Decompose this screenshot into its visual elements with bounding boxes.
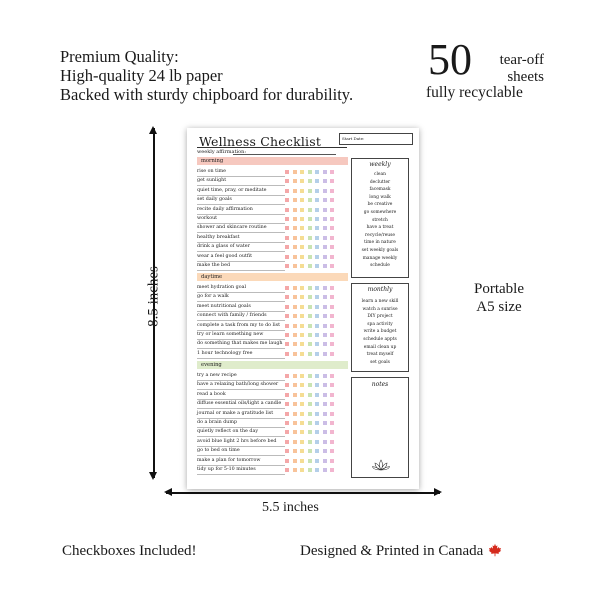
feature-line-3: Backed with sturdy chipboard for durability. [60, 85, 354, 104]
habit-checkbox[interactable] [308, 189, 312, 193]
habit-checkbox[interactable] [315, 421, 319, 425]
weekly-list [352, 171, 408, 270]
habit-checkbox[interactable] [300, 374, 304, 378]
habit-checkbox[interactable] [323, 189, 327, 193]
habit-checkbox[interactable] [330, 468, 334, 472]
tear-off-label [486, 52, 544, 86]
habit-checkbox[interactable] [323, 393, 327, 397]
monthly-item: learn a new skill [361, 299, 399, 304]
monthly-item: watch a sunrise [362, 306, 398, 312]
habit-checkbox[interactable] [323, 170, 327, 174]
habit-checkbox[interactable] [293, 217, 297, 221]
habit-checkbox[interactable] [323, 412, 327, 416]
habit-checkbox[interactable] [285, 402, 289, 406]
habit-checkbox[interactable] [285, 255, 289, 259]
habit-checkbox[interactable] [293, 286, 297, 290]
habit-checkbox[interactable] [300, 352, 304, 356]
section-morning: morning [197, 157, 348, 165]
habit-checkbox[interactable] [308, 412, 312, 416]
habit-item: get sunlight [197, 178, 227, 184]
made-in-canada-label [300, 543, 502, 560]
habit-item: go to bed on time [197, 448, 240, 454]
habit-checkbox[interactable] [323, 245, 327, 249]
habit-item: journal or make a gratitude list [197, 410, 274, 416]
habit-checkbox[interactable] [293, 295, 297, 299]
habit-checkbox[interactable] [285, 449, 289, 453]
habit-checkbox[interactable] [315, 189, 319, 193]
habit-checkbox[interactable] [285, 198, 289, 202]
habit-checkbox[interactable] [315, 226, 319, 230]
portable-line-1: Portable [474, 281, 524, 297]
habit-checkbox[interactable] [300, 412, 304, 416]
habit-checkbox[interactable] [315, 468, 319, 472]
habit-checkbox[interactable] [293, 421, 297, 425]
weekly-box [351, 158, 409, 278]
habit-checkbox[interactable] [285, 459, 289, 463]
monthly-list [352, 298, 408, 366]
habit-checkbox[interactable] [293, 245, 297, 249]
habit-checkbox[interactable] [308, 170, 312, 174]
affirmation-label: weekly affirmation: [197, 149, 247, 155]
habit-checkbox[interactable] [293, 324, 297, 328]
habit-checkbox[interactable] [293, 402, 297, 406]
weekly-item: time in nature [364, 240, 396, 246]
habit-checkbox[interactable] [293, 430, 297, 434]
habit-checkbox[interactable] [323, 208, 327, 212]
habit-checkbox[interactable] [308, 198, 312, 202]
habit-checkbox[interactable] [315, 170, 319, 174]
habit-checkbox[interactable] [285, 314, 289, 318]
habit-checkbox[interactable] [330, 333, 334, 337]
habit-checkbox[interactable] [293, 352, 297, 356]
habit-item: do a brain dump [197, 420, 238, 425]
habit-checkbox[interactable] [300, 333, 304, 337]
habit-checkbox[interactable] [323, 333, 327, 337]
weekly-item: schedule [370, 263, 390, 269]
habit-checkbox[interactable] [293, 333, 297, 337]
habit-checkbox[interactable] [285, 342, 289, 346]
habit-item: drink a glass of water [197, 244, 250, 250]
habit-checkbox[interactable] [300, 440, 304, 444]
habit-checkbox[interactable] [308, 468, 312, 472]
habit-checkbox[interactable] [308, 245, 312, 249]
habit-checkbox[interactable] [315, 402, 319, 406]
habit-checkbox[interactable] [330, 245, 334, 249]
notes-box [351, 377, 409, 478]
habit-checkbox[interactable] [315, 430, 319, 434]
habit-checkbox[interactable] [293, 236, 297, 240]
habit-checkbox[interactable] [330, 430, 334, 434]
habit-checkbox[interactable] [293, 468, 297, 472]
habit-checkbox[interactable] [293, 393, 297, 397]
habit-checkbox[interactable] [323, 217, 327, 221]
weekly-title: weekly [369, 161, 391, 168]
habit-checkbox[interactable] [285, 393, 289, 397]
habit-checkbox[interactable] [315, 295, 319, 299]
habit-item: have a relaxing bath/long shower [197, 382, 279, 388]
habit-checkbox[interactable] [285, 264, 289, 268]
habit-checkbox[interactable] [293, 449, 297, 453]
habit-checkbox[interactable] [308, 286, 312, 290]
habit-checkbox[interactable] [300, 217, 304, 221]
habit-checkbox[interactable] [300, 198, 304, 202]
habit-item: workout [197, 216, 218, 221]
habit-checkbox[interactable] [300, 468, 304, 472]
monthly-title: monthly [367, 286, 393, 293]
habit-checkbox[interactable] [300, 208, 304, 212]
habit-checkbox[interactable] [285, 430, 289, 434]
habit-checkbox[interactable] [330, 374, 334, 378]
habit-checkbox[interactable] [323, 314, 327, 318]
habit-item: wear a feel good outfit [197, 253, 252, 259]
portable-label [464, 280, 534, 316]
habit-checkbox[interactable] [285, 236, 289, 240]
habit-checkbox[interactable] [293, 226, 297, 230]
lotus-icon [372, 459, 390, 471]
habit-item: read a book [197, 391, 226, 397]
feature-line-2: High-quality 24 lb paper [60, 66, 223, 85]
habit-item: make a plan for tomorrow [197, 457, 261, 463]
habit-checkbox[interactable] [323, 295, 327, 299]
habit-checkbox[interactable] [285, 286, 289, 290]
habit-checkbox[interactable] [330, 459, 334, 463]
habit-checkbox[interactable] [315, 217, 319, 221]
habit-checkbox[interactable] [293, 412, 297, 416]
habit-checkbox[interactable] [330, 402, 334, 406]
habit-item: meet nutritional goals [197, 303, 251, 309]
habit-checkbox[interactable] [293, 189, 297, 193]
habit-checkbox[interactable] [330, 236, 334, 240]
sheet-count: 50 [428, 35, 472, 84]
habit-checkbox[interactable] [323, 440, 327, 444]
habit-checkbox[interactable] [315, 342, 319, 346]
monthly-box [351, 283, 409, 372]
habit-item: avoid blue light 2 hrs before bed [197, 438, 277, 444]
habit-checkbox[interactable] [300, 236, 304, 240]
habit-checkbox[interactable] [308, 179, 312, 183]
checkboxes-included-label: Checkboxes Included! [62, 543, 197, 559]
recyclable-label: fully recyclable [426, 84, 523, 101]
habit-checkbox[interactable] [323, 255, 327, 259]
feature-list [60, 47, 353, 104]
habit-checkbox[interactable] [330, 440, 334, 444]
weekly-item: clean [374, 172, 386, 177]
habit-checkbox[interactable] [308, 236, 312, 240]
habit-checkbox[interactable] [330, 342, 334, 346]
habit-checkbox[interactable] [300, 189, 304, 193]
habit-checkbox[interactable] [285, 421, 289, 425]
width-arrow [166, 492, 440, 494]
habit-checkbox[interactable] [300, 402, 304, 406]
habit-checkbox[interactable] [330, 226, 334, 230]
habit-checkbox[interactable] [285, 412, 289, 416]
habit-checkbox[interactable] [308, 402, 312, 406]
habit-checkbox[interactable] [300, 286, 304, 290]
monthly-item: treat myself [366, 352, 394, 358]
habit-checkbox[interactable] [315, 264, 319, 268]
habit-checkbox[interactable] [285, 170, 289, 174]
habit-checkbox[interactable] [315, 198, 319, 202]
habit-checkbox[interactable] [285, 324, 289, 328]
habit-checkbox[interactable] [300, 264, 304, 268]
habit-checkbox[interactable] [315, 245, 319, 249]
weekly-item: declutter [369, 179, 391, 185]
habit-item: make the bed [197, 263, 231, 268]
monthly-item: email clean up [363, 344, 397, 350]
habit-checkbox[interactable] [308, 374, 312, 378]
habit-checkbox[interactable] [308, 314, 312, 318]
habit-checkbox[interactable] [308, 324, 312, 328]
width-label: 5.5 inches [262, 500, 319, 515]
habit-checkbox[interactable] [308, 421, 312, 425]
habit-item: complete a task from my to do list [197, 322, 281, 328]
habit-checkbox[interactable] [308, 383, 312, 387]
habit-checkbox[interactable] [285, 179, 289, 183]
habit-checkbox[interactable] [285, 245, 289, 249]
habit-checkbox[interactable] [300, 245, 304, 249]
habit-item: diffuse essential oils/light a candle [197, 401, 282, 407]
habit-checkbox[interactable] [300, 255, 304, 259]
weekly-item: stretch [372, 217, 388, 223]
habit-checkbox[interactable] [323, 198, 327, 202]
habit-checkbox[interactable] [323, 352, 327, 356]
habit-checkbox[interactable] [315, 333, 319, 337]
monthly-item: schedule appts [363, 336, 397, 342]
habit-checkbox[interactable] [323, 342, 327, 346]
habit-item: set daily goals [197, 197, 232, 203]
habit-checkbox[interactable] [285, 383, 289, 387]
habit-checkbox[interactable] [330, 170, 334, 174]
habit-checkbox[interactable] [315, 352, 319, 356]
habit-checkbox[interactable] [308, 217, 312, 221]
habit-checkbox[interactable] [330, 179, 334, 183]
habit-checkbox[interactable] [323, 421, 327, 425]
height-label: 8.5 inches [145, 266, 162, 327]
habit-checkbox[interactable] [323, 179, 327, 183]
habit-item: try a new recipe [197, 373, 237, 378]
habit-item: connect with family / friends [197, 313, 267, 319]
habit-checkbox[interactable] [315, 236, 319, 240]
habit-checkbox[interactable] [323, 374, 327, 378]
habit-checkbox[interactable] [315, 412, 319, 416]
habit-item: do something that makes me laugh [197, 341, 283, 347]
habit-checkbox[interactable] [300, 342, 304, 346]
habit-checkbox[interactable] [315, 286, 319, 290]
habit-checkbox[interactable] [315, 324, 319, 328]
habit-item: 1 hour technology free [197, 350, 253, 356]
habit-checkbox[interactable] [323, 305, 327, 309]
habit-item: tidy up for 5-10 minutes [197, 467, 256, 472]
habit-checkbox[interactable] [300, 430, 304, 434]
habit-checkbox[interactable] [300, 449, 304, 453]
habit-checkbox[interactable] [308, 264, 312, 268]
habit-checkbox[interactable] [300, 226, 304, 230]
habit-checkbox[interactable] [323, 286, 327, 290]
habit-checkbox[interactable] [308, 295, 312, 299]
habit-checkbox[interactable] [293, 255, 297, 259]
habit-item: quietly reflect on the day [197, 429, 259, 435]
habit-checkbox[interactable] [300, 314, 304, 318]
habit-checkbox[interactable] [300, 459, 304, 463]
monthly-item: spa activity [367, 321, 393, 327]
habit-item: go for a walk [197, 294, 229, 300]
habit-checkbox[interactable] [285, 333, 289, 337]
habit-checkbox[interactable] [330, 421, 334, 425]
affirmation-line [233, 154, 336, 155]
habit-checkbox[interactable] [300, 170, 304, 174]
habit-checkbox[interactable] [330, 412, 334, 416]
habit-checkbox[interactable] [308, 393, 312, 397]
habit-checkbox[interactable] [330, 208, 334, 212]
habit-checkbox[interactable] [315, 449, 319, 453]
habit-checkbox[interactable] [293, 170, 297, 174]
habit-checkbox[interactable] [323, 430, 327, 434]
habit-checkbox[interactable] [293, 383, 297, 387]
weekly-item: long walk [369, 194, 391, 200]
habit-checkbox[interactable] [285, 374, 289, 378]
portable-line-2: A5 size [476, 299, 522, 315]
tear-off-line-2: sheets [507, 69, 544, 85]
habit-checkbox[interactable] [308, 255, 312, 259]
habit-checkbox[interactable] [285, 468, 289, 472]
habit-checkbox[interactable] [293, 342, 297, 346]
habit-checkbox[interactable] [308, 208, 312, 212]
habit-checkbox[interactable] [308, 305, 312, 309]
habit-checkbox[interactable] [315, 374, 319, 378]
habit-checkbox[interactable] [285, 295, 289, 299]
habit-item: meet hydration goal [197, 285, 247, 290]
habit-checkbox[interactable] [293, 198, 297, 202]
habit-checkbox[interactable] [315, 393, 319, 397]
habit-checkbox[interactable] [323, 459, 327, 463]
habit-checkbox[interactable] [323, 324, 327, 328]
habit-checkbox[interactable] [285, 208, 289, 212]
habit-checkbox[interactable] [293, 179, 297, 183]
habit-item: rise on time [197, 169, 227, 174]
habit-checkbox[interactable] [323, 236, 327, 240]
habit-item: quiet time, pray, or meditate [197, 187, 267, 193]
section-evening: evening [197, 361, 348, 369]
habit-checkbox[interactable] [330, 324, 334, 328]
habit-checkbox[interactable] [285, 305, 289, 309]
habit-checkbox[interactable] [330, 189, 334, 193]
habit-checkbox[interactable] [323, 468, 327, 472]
habit-checkbox[interactable] [315, 440, 319, 444]
title-underline [197, 147, 347, 148]
checklist-sheet [187, 128, 419, 489]
habit-checkbox[interactable] [315, 208, 319, 212]
notes-title: notes [371, 381, 389, 388]
start-date-field: Start Date: [339, 133, 413, 145]
habit-checkbox[interactable] [285, 352, 289, 356]
habit-checkbox[interactable] [323, 226, 327, 230]
habit-checkbox[interactable] [293, 264, 297, 268]
habit-checkbox[interactable] [315, 305, 319, 309]
habit-checkbox[interactable] [315, 179, 319, 183]
habit-checkbox[interactable] [308, 430, 312, 434]
habit-checkbox[interactable] [285, 440, 289, 444]
habit-checkbox[interactable] [315, 459, 319, 463]
habit-checkbox[interactable] [308, 342, 312, 346]
habit-checkbox[interactable] [315, 314, 319, 318]
habit-checkbox[interactable] [330, 383, 334, 387]
weekly-item: have a treat [366, 225, 394, 231]
habit-checkbox[interactable] [300, 421, 304, 425]
habit-checkbox[interactable] [300, 295, 304, 299]
habit-checkbox[interactable] [323, 383, 327, 387]
habit-checkbox[interactable] [285, 226, 289, 230]
habit-checkbox[interactable] [330, 305, 334, 309]
habit-checkbox[interactable] [323, 264, 327, 268]
monthly-item: write a budget [363, 329, 397, 335]
habit-checkbox[interactable] [293, 314, 297, 318]
weekly-item: recycle/reuse [365, 232, 395, 238]
tear-off-line-1: tear-off [499, 52, 544, 68]
habit-checkbox[interactable] [308, 459, 312, 463]
sheet-title: Wellness Checklist [199, 134, 322, 149]
weekly-item: manage weekly [362, 255, 398, 261]
habit-checkbox[interactable] [293, 208, 297, 212]
habit-checkbox[interactable] [300, 179, 304, 183]
habit-checkbox[interactable] [330, 286, 334, 290]
made-in-canada-text: Designed & Printed in Canada [300, 543, 484, 559]
habit-checkbox[interactable] [300, 324, 304, 328]
habit-checkbox[interactable] [308, 440, 312, 444]
habit-checkbox[interactable] [330, 264, 334, 268]
weekly-item: facemask [369, 187, 391, 193]
habit-checkbox[interactable] [315, 255, 319, 259]
habit-checkbox[interactable] [330, 255, 334, 259]
habit-checkbox[interactable] [308, 226, 312, 230]
habit-checkbox[interactable] [330, 198, 334, 202]
habit-item: shower and skincare routine [197, 225, 267, 231]
habit-checkbox[interactable] [330, 449, 334, 453]
habit-checkbox[interactable] [300, 393, 304, 397]
habit-checkbox[interactable] [323, 449, 327, 453]
habit-checkbox[interactable] [330, 352, 334, 356]
section-daytime: daytime [197, 273, 348, 281]
habit-checkbox[interactable] [323, 402, 327, 406]
habit-checkbox[interactable] [330, 295, 334, 299]
habit-checkbox[interactable] [308, 449, 312, 453]
weekly-item: be creative [367, 202, 393, 208]
habit-checkbox[interactable] [330, 217, 334, 221]
habit-checkbox[interactable] [285, 189, 289, 193]
habit-item: recite daily affirmation [197, 206, 253, 212]
habit-checkbox[interactable] [293, 459, 297, 463]
habit-checkbox[interactable] [300, 383, 304, 387]
habit-checkbox[interactable] [293, 440, 297, 444]
habit-checkbox[interactable] [308, 333, 312, 337]
habit-checkbox[interactable] [293, 374, 297, 378]
habit-checkbox[interactable] [308, 352, 312, 356]
weekly-item: set weekly goals [361, 247, 399, 253]
habit-checkbox[interactable] [285, 217, 289, 221]
habit-checkbox[interactable] [330, 314, 334, 318]
weekly-item: go somewhere [363, 209, 397, 215]
habit-checkbox[interactable] [300, 305, 304, 309]
habit-checkbox[interactable] [330, 393, 334, 397]
monthly-item: DIY project [367, 314, 393, 320]
habit-item: healthy breakfast [197, 234, 240, 240]
feature-line-1: Premium Quality: [60, 47, 179, 66]
habit-checkbox[interactable] [315, 383, 319, 387]
habit-checkbox[interactable] [293, 305, 297, 309]
habit-item: try or learn something new [197, 332, 264, 337]
monthly-item: set goals [370, 359, 390, 365]
maple-leaf-icon [488, 543, 502, 557]
